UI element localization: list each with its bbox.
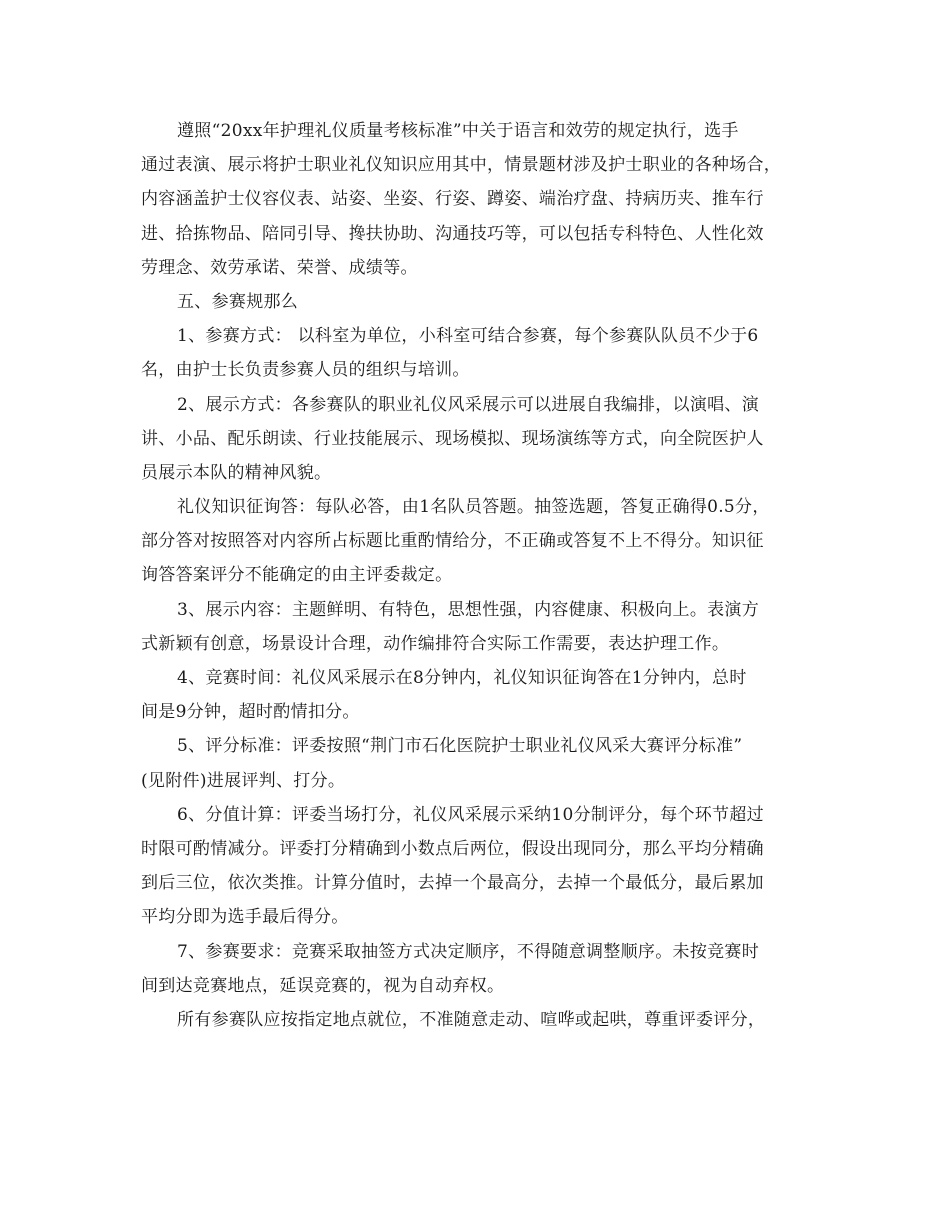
paragraph-first-line: 礼仪知识征询答：每队必答，由1名队员答题。抽签选题，答复正确得0.5分， [177, 497, 770, 518]
paragraph-first-line: 所有参赛队应按指定地点就位，不准随意走动、喧哗或起哄，尊重评委评分， [177, 1009, 766, 1030]
paragraph-line: (见附件)进展评判、打分。 [141, 770, 346, 791]
paragraph-line: 时限可酌情减分。评委打分精确到小数点后两位，假设出现同分，那么平均分精确 [141, 838, 764, 859]
paragraph-line: 进、拾拣物品、陪同引导、搀扶协助、沟通技巧等，可以包括专科特色、人性化效 [141, 223, 764, 244]
paragraph-line: 通过表演、展示将护士职业礼仪知识应用其中，情景题材涉及护士职业的各种场合， [141, 155, 782, 176]
paragraph-first-line: 1、参赛方式： 以科室为单位，小科室可结合参赛，每个参赛队队员不少于6 [177, 326, 759, 347]
paragraph-first-line: 五、参赛规那么 [177, 291, 299, 312]
paragraph-first-line: 7、参赛要求：竞赛采取抽签方式决定顺序，不得随意调整顺序。未按竞赛时 [177, 941, 760, 962]
paragraph-line: 名，由护士长负责参赛人员的组织与培训。 [141, 360, 470, 381]
paragraph-first-line: 遵照“20xx年护理礼仪质量考核标准”中关于语言和效劳的规定执行，选手 [177, 121, 739, 141]
paragraph-line: 间是9分钟，超时酌情扣分。 [141, 702, 360, 723]
paragraph-line: 内容涵盖护士仪容仪表、站姿、坐姿、行姿、蹲姿、端治疗盘、持病历夹、推车行 [141, 189, 764, 210]
paragraph-first-line: 6、分值计算：评委当场打分，礼仪风采展示采纳10分制评分，每个环节超过 [177, 804, 764, 825]
paragraph-line: 部分答对按照答对内容所占标题比重酌情给分，不正确或答复不上不得分。知识征 [141, 531, 764, 552]
paragraph-line: 平均分即为选手最后得分。 [141, 907, 349, 928]
paragraph-line: 式新颖有创意，场景设计合理，动作编排符合实际工作需要，表达护理工作。 [141, 633, 730, 654]
paragraph-line: 到后三位，依次类推。计算分值时，去掉一个最高分，去掉一个最低分，最后累加 [141, 873, 764, 894]
paragraph-first-line: 3、展示内容：主题鲜明、有特色，思想性强，内容健康、积极向上。表演方 [177, 599, 760, 620]
paragraph-first-line: 5、评分标准：评委按照“荆门市石化医院护士职业礼仪风采大赛评分标准” [177, 736, 743, 757]
paragraph-line: 间到达竞赛地点，延误竞赛的，视为自动弃权。 [141, 975, 505, 996]
paragraph-line: 员展示本队的精神风貌。 [141, 462, 332, 483]
paragraph-line: 询答答案评分不能确定的由主评委裁定。 [141, 565, 453, 586]
paragraph-line: 讲、小品、配乐朗读、行业技能展示、现场模拟、现场演练等方式，向全院医护人 [141, 428, 764, 449]
paragraph-line: 劳理念、效劳承诺、荣誉、成绩等。 [141, 257, 418, 278]
document-body [141, 114, 819, 1037]
paragraph-first-line: 4、竞赛时间：礼仪风采展示在8分钟内，礼仪知识征询答在1分钟内，总时 [177, 668, 747, 688]
paragraph-first-line: 2、展示方式：各参赛队的职业礼仪风采展示可以进展自我编排，以演唱、演 [177, 394, 760, 415]
